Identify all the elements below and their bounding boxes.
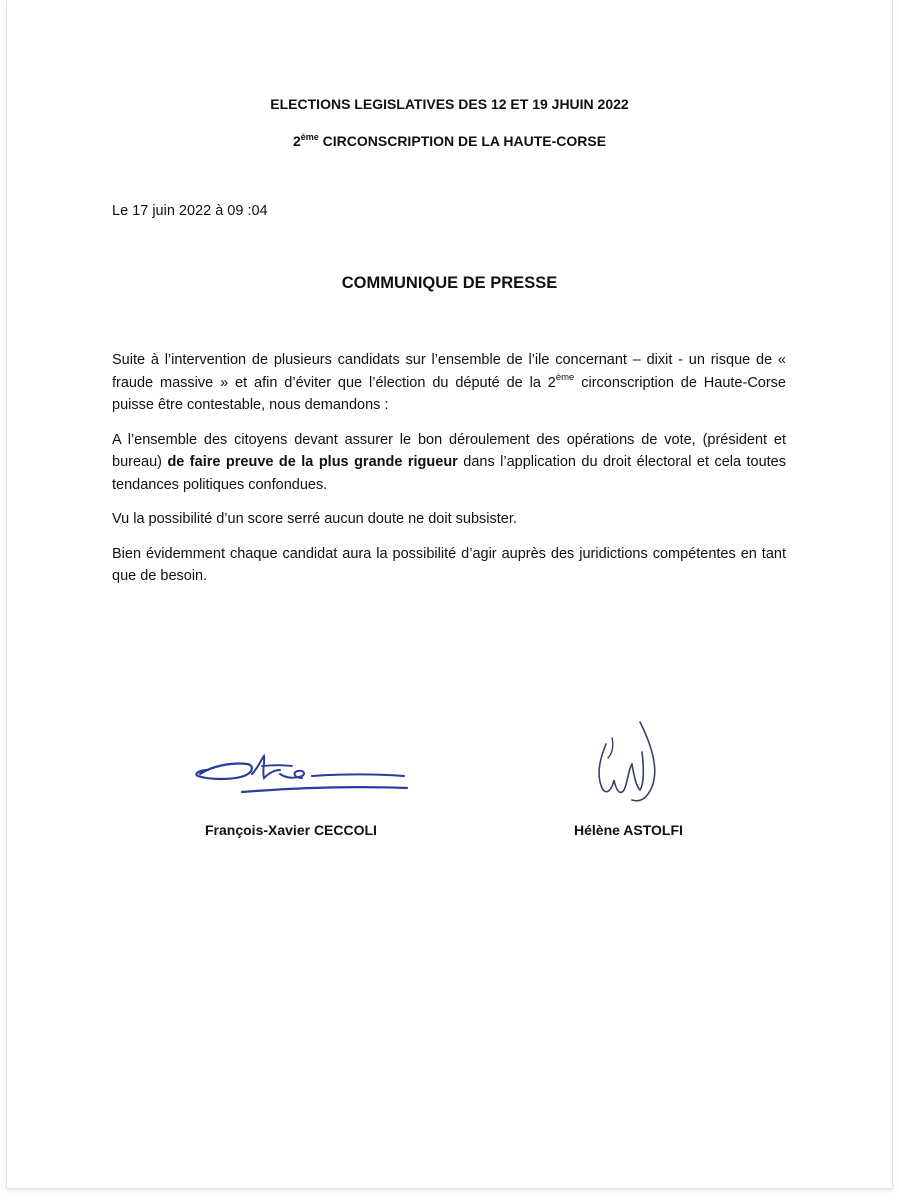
document-subheading bbox=[0, 133, 899, 149]
signatory-name-2: Hélène ASTOLFI bbox=[574, 822, 683, 838]
paragraph-2-emphasis: de faire preuve de la plus grande rigueur bbox=[167, 454, 458, 470]
page-title: COMMUNIQUE DE PRESSE bbox=[341, 274, 558, 292]
document-heading: ELECTIONS LEGISLATIVES DES 12 ET 19 JHUIN 2022 bbox=[270, 96, 629, 112]
circonscription-number: 2 bbox=[292, 133, 301, 149]
paragraph-3: Vu la possibilité d’un score serré aucun doute ne doit subsister. bbox=[112, 511, 517, 527]
paragraph-1 bbox=[112, 349, 786, 417]
paragraph-1-text-a: Suite à l’intervention de plusieurs candidats sur l’ensemble de l’ile concernant – dixit - un risque de « fraude massive » et afin d’éviter que l’élection du député de la 2 bbox=[112, 352, 786, 391]
signature-astolfi bbox=[592, 714, 672, 806]
paragraph-2-text-b: dans l’application du droit électoral et cela toutes tendances politiques confondues. bbox=[112, 454, 786, 493]
signatory-name-1: François-Xavier CECCOLI bbox=[205, 822, 377, 838]
paragraph-2-text-a: A l’ensemble des citoyens devant assurer le bon déroulement des opérations de vote, (président et bureau) bbox=[112, 431, 786, 470]
circonscription-label: CIRCONSCRIPTION DE LA HAUTE-CORSE bbox=[318, 133, 607, 149]
paragraph-2 bbox=[112, 429, 786, 497]
ordinal-suffix: ème bbox=[300, 132, 319, 142]
paragraph-1-ordinal: ème bbox=[555, 371, 575, 383]
signature-ceccoli bbox=[192, 752, 412, 802]
paragraph-4: Bien évidemment chaque candidat aura la possibilité d’agir auprès des juridictions compétentes en tant que de besoin. bbox=[112, 545, 786, 584]
press-release-body bbox=[112, 349, 786, 600]
document-date: Le 17 juin 2022 à 09 :04 bbox=[112, 203, 268, 219]
paragraph-1-text-b: circonscription de Haute-Corse puisse être contestable, nous demandons : bbox=[112, 374, 787, 413]
